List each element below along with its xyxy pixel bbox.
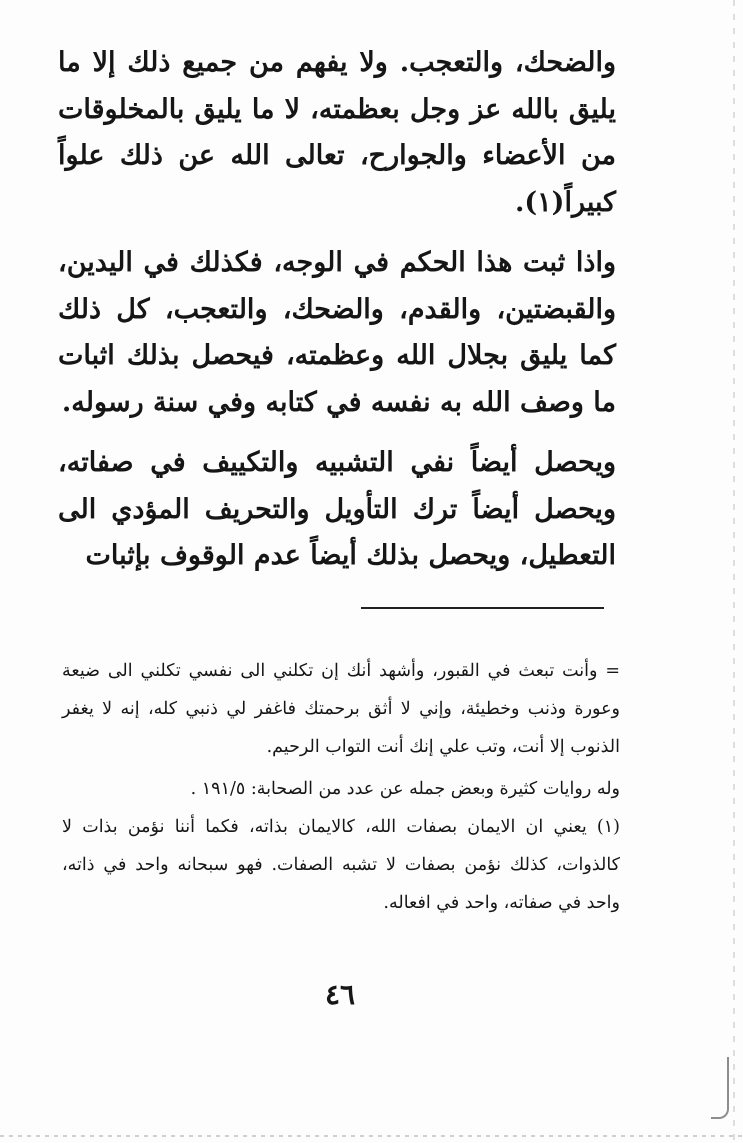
scan-edge-bottom xyxy=(0,1135,743,1137)
footnote-1: (١) يعني ان الايمان بصفات الله، كالايمان بذاته، فكما أننا نؤمن بذات لا كالذوات، كذلك نؤمن بصفات لا تشبه الصفات. فهو سبحانه واحد في ذاته، واحد في صفاته، واحد في افعاله. xyxy=(62,817,620,913)
body-paragraph-2: واذا ثبت هذا الحكم في الوجه، فكذلك في اليدين، والقبضتين، والقدم، والضحك، والتعجب، كل ذلك كما يليق بجلال الله وعظمته، فيحصل بذلك اثبات ما وصف الله به نفسه في كتابه وفي سنة رسوله. xyxy=(58,247,616,418)
footnote-separator xyxy=(361,607,604,609)
scan-edge-right xyxy=(733,0,735,1143)
body-paragraph-1: والضحك، والتعجب. ولا يفهم من جميع ذلك إلا ما يليق بالله عز وجل بعظمته، لا ما يليق بالمخلوقات من الأعضاء والجوارح، تعالى الله عن ذلك علواً كبيراً(١). xyxy=(58,47,616,218)
page-number: ٤٦ xyxy=(324,978,356,1011)
footnote-source-note: وله روايات كثيرة وبعض جمله عن عدد من الصحابة: ١٩١/٥ . xyxy=(190,779,620,799)
footnote-continuation: = وأنت تبعث في القبور، وأشهد أنك إن تكلني الى نفسي تكلني الى ضيعة وعورة وذنب وخطيئة، وإني لا أثق برحمتك فاغفر لي ذنبي كله، إنه لا يغفر الذنوب إلا أنت، وتب علي إنك أنت التواب الرحيم. xyxy=(62,661,620,757)
page-corner-curl xyxy=(711,1057,729,1119)
main-text xyxy=(58,40,616,580)
body-paragraph-3: ويحصل أيضاً نفي التشبيه والتكييف في صفاته، ويحصل أيضاً ترك التأويل والتحريف المؤدي الى التعطيل، ويحصل بذلك أيضاً عدم الوقوف بإثبات xyxy=(58,447,616,571)
footnotes xyxy=(62,652,620,922)
